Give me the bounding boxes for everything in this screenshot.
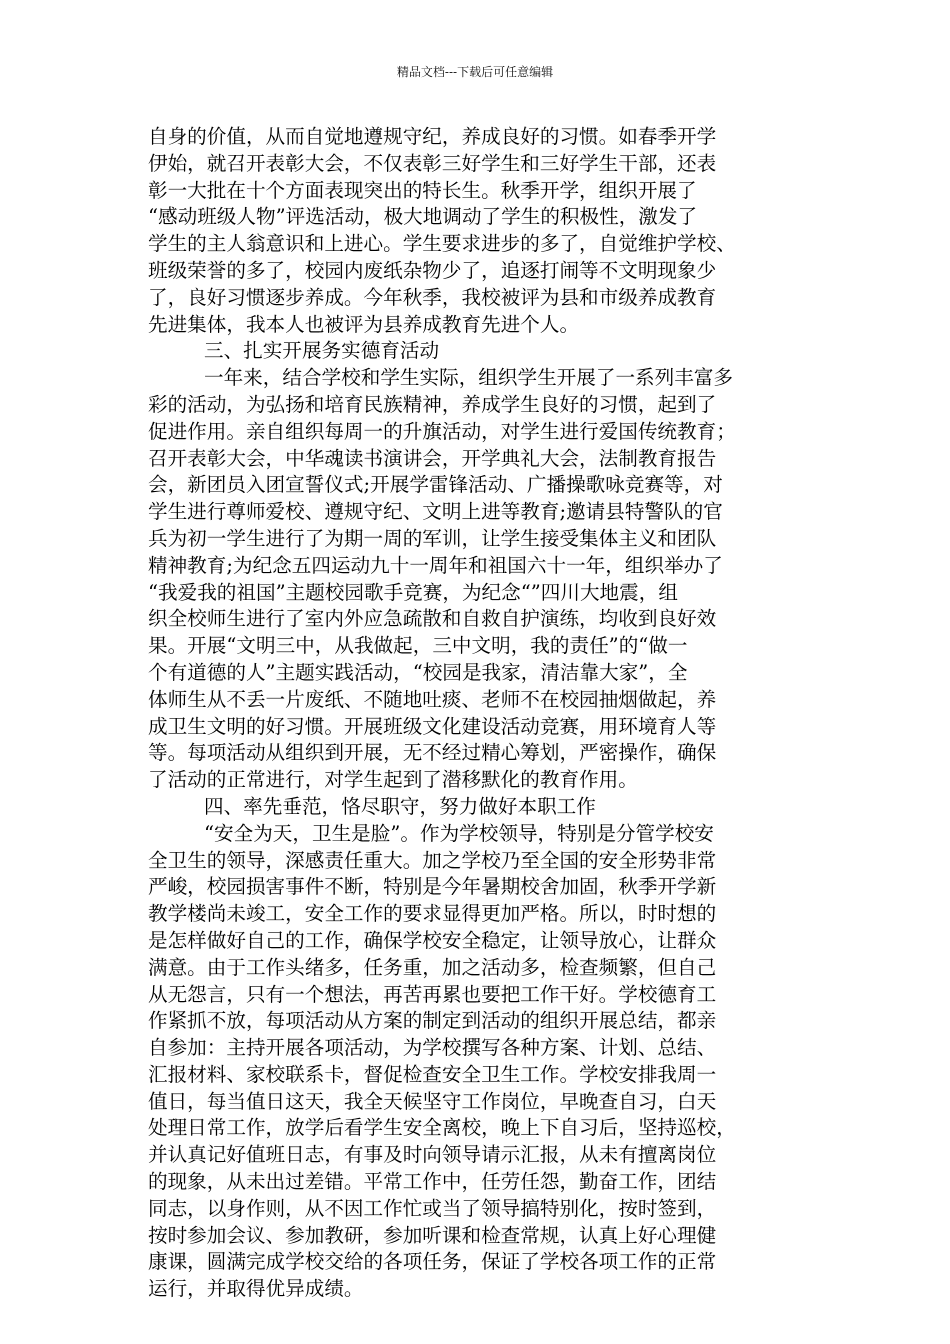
text-line: 体师生从不丢一片废纸、不随地吐痰、老师不在校园抽烟做起，养 [148,687,717,711]
text-line: 了，良好习惯逐步养成。今年秋季，我校被评为县和市级养成教育 [148,285,717,309]
text-line: 满意。由于工作头绪多，任务重，加之活动多，检查频繁，但自己 [148,955,717,979]
text-line: 彩的活动，为弘扬和培育民族精神，养成学生良好的习惯，起到了 [148,392,717,416]
text-line: 一年来，结合学校和学生实际，组织学生开展了一系列丰富多 [204,366,734,390]
text-line: 召开表彰大会，中华魂读书演讲会，开学典礼大会，法制教育报告 [148,446,717,470]
text-line: “安全为天，卫生是脸”。作为学校领导，特别是分管学校安 [204,821,714,845]
text-line: 班级荣誉的多了，校园内废纸杂物少了，追逐打闹等不文明现象少 [148,258,717,282]
text-line: 是怎样做好自己的工作，确保学校安全稳定，让领导放心，让群众 [148,928,717,952]
text-line: “我爱我的祖国”主题校园歌手竞赛，为纪念“”四川大地震，组 [148,580,678,604]
text-line: 果。开展“文明三中，从我做起，三中文明，我的责任”的“做一 [148,634,688,658]
text-line: 教学楼尚未竣工，安全工作的要求显得更加严格。所以，时时想的 [148,902,717,926]
text-line: 伊始，就召开表彰大会，不仅表彰三好学生和三好学生干部，还表 [148,151,717,175]
text-line: 康课，圆满完成学校交给的各项任务，保证了学校各项工作的正常 [148,1250,717,1274]
text-line: 等。每项活动从组织到开展，无不经过精心筹划，严密操作，确保 [148,741,717,765]
text-line: 彰一大批在十个方面表现突出的特长生。秋季开学，组织开展了 [148,178,697,202]
text-line: 四、率先垂范，恪尽职守，努力做好本职工作 [204,794,596,818]
text-line: 个有道德的人”主题实践活动，“校园是我家，清洁靠大家”，全 [148,660,688,684]
text-line: 按时参加会议、参加教研，参加听课和检查常规，认真上好心理健 [148,1223,717,1247]
text-line: 并认真记好值班日志，有事及时向领导请示汇报，从未有擅离岗位 [148,1143,717,1167]
text-line: 处理日常工作，放学后看学生安全离校，晚上下自习后，坚持巡校， [148,1116,736,1140]
text-line: 精神教育;为纪念五四运动九十一周年和祖国六十一年，组织举办了 [148,553,723,577]
text-line: 先进集体，我本人也被评为县养成教育先进个人。 [148,312,580,336]
text-line: 成卫生文明的好习惯。开展班级文化建设活动竞赛，用环境育人等 [148,714,717,738]
text-line: 兵为初一学生进行了为期一周的军训，让学生接受集体主义和团队 [148,526,717,550]
text-line: 运行，并取得优异成绩。 [148,1277,364,1301]
text-line: 会，新团员入团宣誓仪式;开展学雷锋活动、广播操歌咏竞赛等，对 [148,473,723,497]
text-line: 汇报材料、家校联系卡，督促检查安全卫生工作。学校安排我周一 [148,1062,717,1086]
text-line: 严峻，校园损害事件不断，特别是今年暑期校舍加固，秋季开学新 [148,875,717,899]
text-line: 值日，每当值日这天，我全天候坚守工作岗位，早晚查自习，白天 [148,1089,717,1113]
text-line: 的现象，从未出过差错。平常工作中，任劳任怨，勤奋工作，团结 [148,1170,717,1194]
text-line: “感动班级人物”评选活动，极大地调动了学生的积极性，激发了 [148,205,698,229]
text-line: 织全校师生进行了室内外应急疏散和自救自护演练，均收到良好效 [148,607,717,631]
text-line: 三、扎实开展务实德育活动 [204,339,440,363]
text-line: 同志，以身作则，从不因工作忙或当了领导搞特别化，按时签到， [148,1196,717,1220]
text-line: 学生进行尊师爱校、遵规守纪、文明上进等教育;邀请县特警队的官 [148,500,723,524]
page-header: 精品文档---下载后可任意编辑 [396,65,554,79]
document-body [148,124,808,1303]
text-line: 从无怨言，只有一个想法，再苦再累也要把工作干好。学校德育工 [148,982,717,1006]
text-line: 促进作用。亲自组织每周一的升旗活动，对学生进行爱国传统教育； [148,419,736,443]
text-line: 自身的价值，从而自觉地遵规守纪，养成良好的习惯。如春季开学 [148,125,717,148]
text-line: 自参加：主持开展各项活动，为学校撰写各种方案、计划、总结、 [148,1036,717,1060]
text-line: 全卫生的领导，深感责任重大。加之学校乃至全国的安全形势非常 [148,848,717,872]
text-line: 了活动的正常进行，对学生起到了潜移默化的教育作用。 [148,768,638,792]
text-line: 作紧抓不放，每项活动从方案的制定到活动的组织开展总结，都亲 [148,1009,717,1033]
text-line: 学生的主人翁意识和上进心。学生要求进步的多了，自觉维护学校、 [148,232,736,256]
